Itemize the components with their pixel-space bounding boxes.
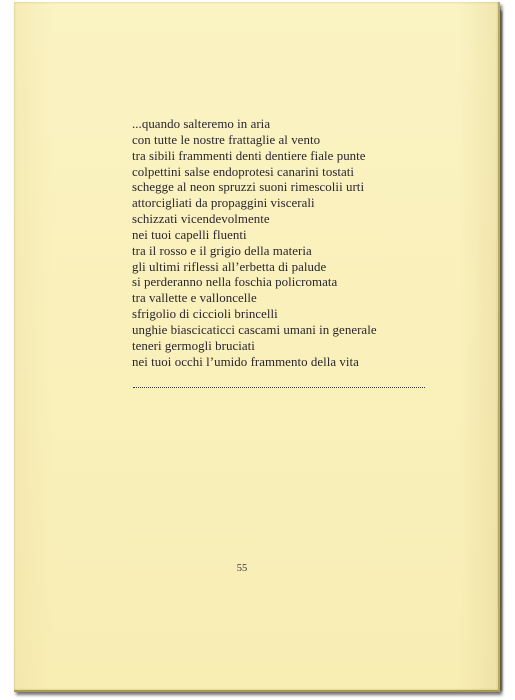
poem-line: con tutte le nostre frattaglie al vento: [132, 132, 321, 147]
poem-line: tra il rosso e il grigio della materia: [132, 243, 312, 258]
poem-line: schegge al neon spruzzi suoni rimescolii urti: [132, 180, 365, 195]
dotted-line-divider: [133, 381, 425, 388]
poem-line: ...quando salteremo in aria: [132, 117, 271, 131]
poem-line: schizzati vicendevolmente: [132, 212, 270, 227]
poem-line: tra sibili frammenti denti dentiere fiale punte: [132, 148, 366, 163]
poem-line: nei tuoi capelli fluenti: [132, 227, 247, 242]
poem-line: tra vallette e valloncelle: [132, 291, 257, 306]
poem-line: si perderanno nella foschia policromata: [132, 275, 338, 290]
poem-text: [132, 117, 472, 371]
poem-line: attorcigliati da propaggini viscerali: [132, 196, 315, 211]
page-number: 55: [236, 563, 248, 574]
poem-line: colpettini salse endoprotesi canarini tostati: [132, 164, 355, 179]
poem-line: unghie biascicaticci cascami umani in generale: [132, 322, 377, 337]
poem-line: gli ultimi riflessi all’erbetta di palude: [132, 259, 327, 274]
poem-line: teneri germogli bruciati: [132, 338, 255, 353]
poem-line: nei tuoi occhi l’umido frammento della vita: [132, 354, 359, 369]
poem-line: sfrigolio di ciccioli brincelli: [132, 307, 278, 322]
